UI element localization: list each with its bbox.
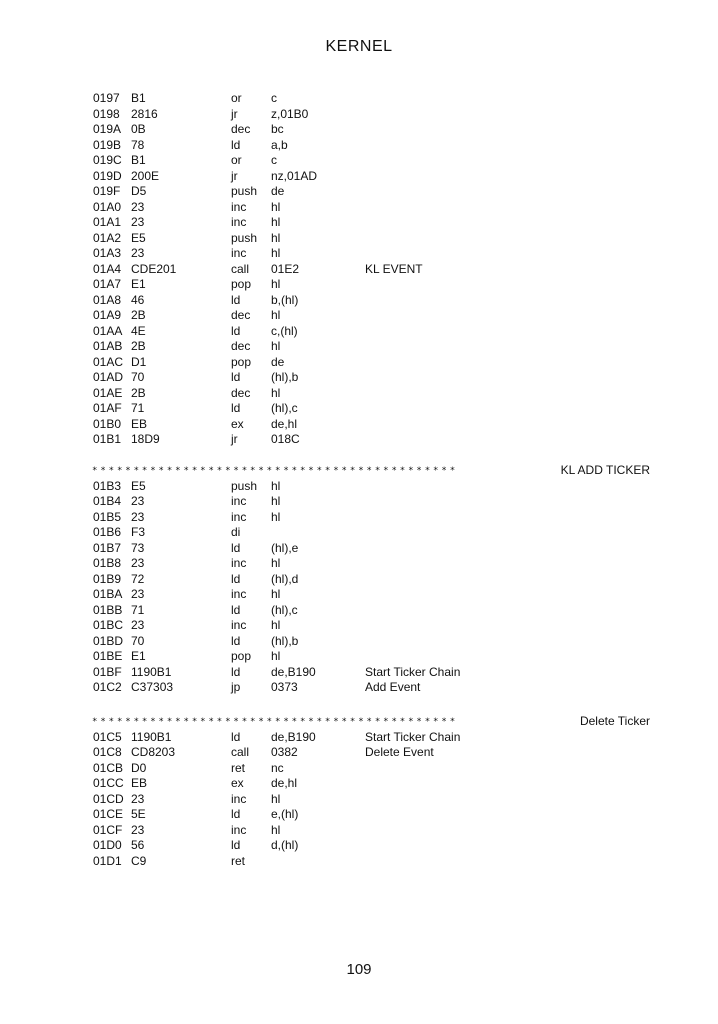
listing-line: [0, 432, 718, 448]
opcode-bytes: B1: [131, 153, 146, 167]
section-label: KL ADD TICKER: [560, 463, 650, 477]
address: 01C2: [93, 680, 122, 694]
opcode-bytes: E1: [131, 277, 146, 291]
operand: de,hl: [271, 776, 298, 790]
address: 01CC: [93, 776, 124, 790]
mnemonic: ld: [231, 401, 241, 415]
mnemonic: inc: [231, 509, 247, 524]
mnemonic: ld: [231, 664, 241, 679]
listing-line: [0, 792, 718, 808]
opcode-bytes: F3: [131, 525, 146, 539]
opcode-bytes: EB: [131, 416, 148, 431]
opcode-bytes: 4E: [131, 323, 146, 338]
address: 01BE: [93, 649, 123, 663]
address: 0198: [93, 106, 120, 121]
opcode-bytes: 23: [131, 587, 145, 601]
opcode-bytes: 2B: [131, 339, 146, 353]
listing-line: [0, 107, 718, 123]
address: 01A1: [93, 215, 122, 229]
listing-line: [0, 386, 718, 402]
listing-line: [0, 807, 718, 823]
listing-line: [0, 324, 718, 340]
opcode-bytes: 78: [131, 137, 145, 152]
mnemonic: call: [231, 745, 250, 759]
listing-line: [0, 339, 718, 355]
opcode-bytes: 2B: [131, 385, 146, 400]
operand: de: [271, 184, 285, 198]
mnemonic: ret: [231, 760, 246, 775]
address: 01A8: [93, 292, 122, 307]
opcode-bytes: 23: [131, 618, 145, 632]
mnemonic: or: [231, 153, 242, 167]
operand: hl: [271, 618, 281, 632]
opcode-bytes: 71: [131, 602, 145, 617]
listing-line: [0, 231, 718, 247]
comment: Start Ticker Chain: [365, 729, 461, 744]
mnemonic: ld: [231, 292, 241, 307]
address: 01C5: [93, 729, 122, 744]
listing-line: [0, 277, 718, 293]
opcode-bytes: 23: [131, 509, 145, 524]
opcode-bytes: 2816: [131, 106, 158, 121]
listing-section: [0, 463, 718, 696]
listing-line: [0, 153, 718, 169]
operand: hl: [271, 556, 281, 570]
address: 01B7: [93, 540, 122, 555]
opcode-bytes: D5: [131, 184, 147, 198]
listing-line: [0, 138, 718, 154]
listing-line: [0, 634, 718, 650]
address: 01A2: [93, 230, 122, 245]
listing-line: [0, 215, 718, 231]
operand: nc: [271, 760, 284, 775]
operand: hl: [271, 246, 281, 260]
address: 01A3: [93, 246, 122, 260]
mnemonic: jr: [231, 168, 238, 183]
listing-line: [0, 665, 718, 681]
mnemonic: dec: [231, 339, 251, 353]
listing-line: [0, 355, 718, 371]
address: 01AA: [93, 323, 123, 338]
opcode-bytes: 5E: [131, 807, 146, 821]
mnemonic: inc: [231, 199, 247, 214]
operand: hl: [271, 822, 281, 837]
mnemonic: ld: [231, 602, 241, 617]
listing-line: [0, 262, 718, 278]
opcode-bytes: 200E: [131, 168, 160, 183]
opcode-bytes: 23: [131, 556, 145, 570]
mnemonic: ld: [231, 571, 241, 586]
listing-line: [0, 680, 718, 696]
mnemonic: inc: [231, 494, 247, 508]
opcode-bytes: C9: [131, 853, 147, 868]
operand: 018C: [271, 432, 300, 446]
mnemonic: inc: [231, 618, 247, 632]
address: 019B: [93, 137, 122, 152]
operand: de,B190: [271, 729, 316, 744]
operand: hl: [271, 230, 281, 245]
separator-stars: ********************************************: [92, 466, 459, 476]
mnemonic: di: [231, 525, 241, 539]
mnemonic: pop: [231, 649, 252, 663]
opcode-bytes: D1: [131, 354, 147, 369]
address: 01BF: [93, 664, 122, 679]
listing-section: [0, 91, 718, 448]
opcode-bytes: 23: [131, 494, 145, 508]
mnemonic: ld: [231, 729, 241, 744]
listing-line: [0, 417, 718, 433]
address: 01CD: [93, 791, 124, 806]
address: 01CF: [93, 822, 123, 837]
operand: nz,01AD: [271, 168, 318, 183]
address: 01A7: [93, 277, 122, 291]
address: 01A0: [93, 199, 122, 214]
listing-line: [0, 525, 718, 541]
operand: 0373: [271, 680, 298, 694]
mnemonic: jr: [231, 106, 238, 121]
section-separator: [0, 463, 718, 479]
separator-stars: ********************************************: [92, 717, 459, 727]
opcode-bytes: 2B: [131, 308, 146, 322]
address: 01B3: [93, 478, 122, 493]
opcode-bytes: B1: [131, 91, 146, 105]
mnemonic: pop: [231, 277, 252, 291]
opcode-bytes: 70: [131, 370, 145, 384]
operand: hl: [271, 199, 281, 214]
opcode-bytes: 1190B1: [131, 729, 172, 744]
opcode-bytes: E1: [131, 649, 146, 663]
opcode-bytes: 23: [131, 246, 145, 260]
mnemonic: inc: [231, 587, 247, 601]
listing-line: [0, 122, 718, 138]
operand: (hl),d: [271, 571, 299, 586]
address: 01BB: [93, 602, 123, 617]
listing-line: [0, 246, 718, 262]
mnemonic: ld: [231, 323, 241, 338]
listing-line: [0, 761, 718, 777]
operand: hl: [271, 509, 281, 524]
listing-line: [0, 854, 718, 870]
mnemonic: jr: [231, 432, 238, 446]
opcode-bytes: E5: [131, 478, 146, 493]
operand: b,(hl): [271, 292, 299, 307]
mnemonic: ret: [231, 853, 246, 868]
mnemonic: ld: [231, 838, 241, 852]
operand: de: [271, 354, 285, 369]
operand: c: [271, 91, 277, 105]
operand: c: [271, 153, 277, 167]
address: 01A9: [93, 308, 122, 322]
operand: hl: [271, 649, 281, 663]
opcode-bytes: 23: [131, 791, 145, 806]
operand: hl: [271, 494, 281, 508]
operand: hl: [271, 791, 281, 806]
operand: (hl),e: [271, 540, 299, 555]
section-label: Delete Ticker: [579, 714, 650, 728]
listing-line: [0, 370, 718, 386]
listing-line: [0, 200, 718, 216]
opcode-bytes: EB: [131, 776, 148, 790]
listing-line: [0, 603, 718, 619]
address: 01AF: [93, 401, 122, 415]
opcode-bytes: C37303: [131, 680, 174, 694]
listing-line: [0, 308, 718, 324]
listing-line: [0, 587, 718, 603]
opcode-bytes: D0: [131, 760, 147, 775]
operand: bc: [271, 122, 284, 136]
listing-line: [0, 838, 718, 854]
opcode-bytes: E5: [131, 230, 146, 245]
listing-line: [0, 401, 718, 417]
address: 019D: [93, 168, 122, 183]
mnemonic: inc: [231, 791, 247, 806]
section-separator: [0, 714, 718, 730]
mnemonic: inc: [231, 215, 247, 229]
mnemonic: ld: [231, 540, 241, 555]
comment: KL EVENT: [365, 261, 423, 276]
listing-line: [0, 649, 718, 665]
mnemonic: push: [231, 230, 258, 245]
mnemonic: or: [231, 91, 242, 105]
address: 01D1: [93, 853, 122, 868]
address: 01D0: [93, 838, 122, 852]
operand: c,(hl): [271, 323, 298, 338]
listing-section: [0, 714, 718, 869]
mnemonic: pop: [231, 354, 252, 369]
mnemonic: ld: [231, 370, 241, 384]
comment: Delete Event: [365, 745, 434, 759]
mnemonic: ld: [231, 807, 241, 821]
address: 01B4: [93, 494, 122, 508]
address: 01AD: [93, 370, 124, 384]
opcode-bytes: 71: [131, 401, 145, 415]
mnemonic: push: [231, 184, 258, 198]
operand: hl: [271, 215, 281, 229]
operand: (hl),b: [271, 370, 299, 384]
mnemonic: dec: [231, 308, 251, 322]
operand: de,hl: [271, 416, 298, 431]
address: 01B6: [93, 525, 122, 539]
address: 019F: [93, 184, 121, 198]
operand: hl: [271, 587, 281, 601]
opcode-bytes: 23: [131, 199, 145, 214]
address: 01AE: [93, 385, 123, 400]
listing-line: [0, 823, 718, 839]
mnemonic: inc: [231, 556, 247, 570]
address: 0197: [93, 91, 120, 105]
operand: hl: [271, 478, 281, 493]
mnemonic: call: [231, 261, 250, 276]
listing-line: [0, 494, 718, 510]
operand: hl: [271, 339, 281, 353]
listing-line: [0, 556, 718, 572]
address: 01AC: [93, 354, 124, 369]
opcode-bytes: 73: [131, 540, 145, 555]
mnemonic: inc: [231, 822, 247, 837]
address: 019A: [93, 122, 122, 136]
opcode-bytes: 72: [131, 571, 145, 586]
mnemonic: push: [231, 478, 258, 493]
opcode-bytes: 56: [131, 838, 145, 852]
opcode-bytes: 1190B1: [131, 664, 172, 679]
address: 01B8: [93, 556, 122, 570]
listing-line: [0, 745, 718, 761]
listing-line: [0, 169, 718, 185]
opcode-bytes: 18D9: [131, 432, 160, 446]
operand: d,(hl): [271, 838, 299, 852]
address: 01CE: [93, 807, 124, 821]
mnemonic: dec: [231, 122, 251, 136]
address: 01BD: [93, 633, 124, 648]
address: 01A4: [93, 261, 122, 276]
opcode-bytes: 46: [131, 292, 145, 307]
operand: a,b: [271, 137, 288, 152]
mnemonic: dec: [231, 385, 251, 400]
opcode-bytes: CD8203: [131, 745, 176, 759]
listing-line: [0, 618, 718, 634]
operand: de,B190: [271, 664, 316, 679]
listing-line: [0, 293, 718, 309]
address: 01BC: [93, 618, 124, 632]
mnemonic: ld: [231, 633, 241, 648]
page-title: KERNEL: [325, 38, 393, 55]
address: 01B0: [93, 416, 122, 431]
opcode-bytes: CDE201: [131, 261, 177, 276]
listing-line: [0, 572, 718, 588]
mnemonic: ld: [231, 137, 241, 152]
address: 01BA: [93, 587, 123, 601]
address: 01CB: [93, 760, 124, 775]
address: 01B1: [93, 432, 122, 446]
operand: hl: [271, 308, 281, 322]
operand: hl: [271, 277, 281, 291]
address: 01B9: [93, 571, 122, 586]
mnemonic: jp: [231, 680, 241, 694]
operand: e,(hl): [271, 807, 299, 821]
address: 01B5: [93, 509, 122, 524]
listing-line: [0, 730, 718, 746]
listing-line: [0, 510, 718, 526]
opcode-bytes: 0B: [131, 122, 146, 136]
operand: 0382: [271, 745, 298, 759]
mnemonic: ex: [231, 776, 244, 790]
listing-line: [0, 91, 718, 107]
opcode-bytes: 23: [131, 822, 145, 837]
address: 01C8: [93, 745, 122, 759]
mnemonic: ex: [231, 416, 244, 431]
operand: (hl),c: [271, 602, 298, 617]
operand: z,01B0: [271, 106, 309, 121]
comment: Start Ticker Chain: [365, 664, 461, 679]
address: 01AB: [93, 339, 123, 353]
page-number: 109: [346, 961, 372, 978]
operand: hl: [271, 385, 281, 400]
operand: 01E2: [271, 261, 300, 276]
listing-line: [0, 184, 718, 200]
operand: (hl),c: [271, 401, 298, 415]
listing-line: [0, 776, 718, 792]
listing-line: [0, 479, 718, 495]
comment: Add Event: [365, 680, 421, 694]
opcode-bytes: 23: [131, 215, 145, 229]
operand: (hl),b: [271, 633, 299, 648]
opcode-bytes: 70: [131, 633, 145, 648]
address: 019C: [93, 153, 122, 167]
listing-line: [0, 541, 718, 557]
mnemonic: inc: [231, 246, 247, 260]
